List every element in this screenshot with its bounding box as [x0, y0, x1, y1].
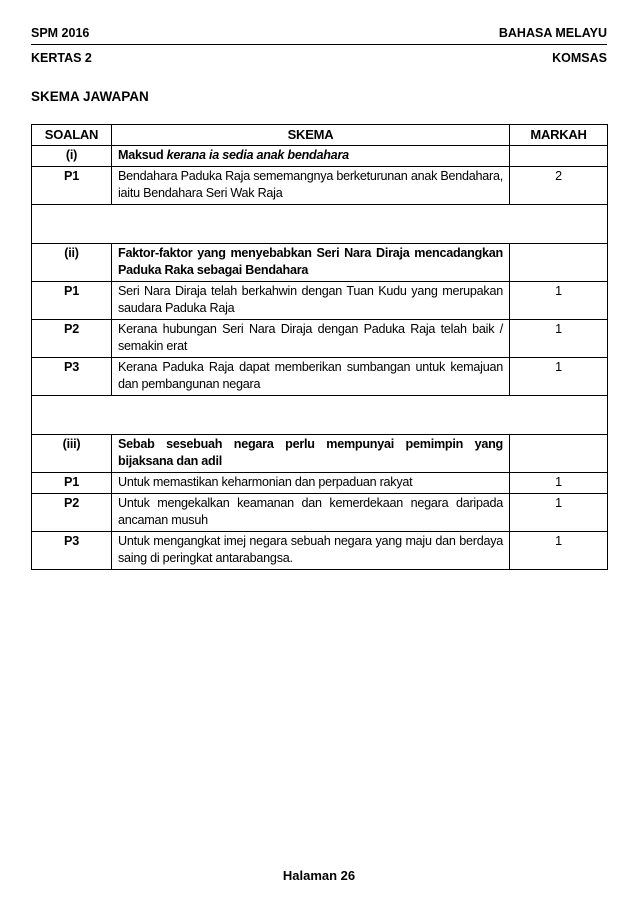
point-label: P2 — [32, 494, 112, 532]
question-label: (i) — [32, 146, 112, 167]
point-mark: 1 — [510, 282, 608, 320]
table-row — [32, 494, 608, 532]
table-row — [32, 532, 608, 570]
point-mark: 1 — [510, 532, 608, 570]
table-header-row — [32, 125, 608, 146]
point-text: Untuk mengangkat imej negara sebuah negara yang maju dan berdaya saing di peringkat antarabangsa. — [112, 532, 510, 570]
question-row — [32, 435, 608, 473]
question-label: (iii) — [32, 435, 112, 473]
question-heading: Faktor-faktor yang menyebabkan Seri Nara Diraja mencadangkan Paduka Raka sebagai Bendahara — [112, 244, 510, 282]
paper-number: KERTAS 2 — [31, 51, 92, 65]
point-mark: 1 — [510, 320, 608, 358]
question-heading-plain: Maksud — [118, 148, 167, 162]
section-name: KOMSAS — [552, 51, 607, 65]
header-divider — [31, 44, 607, 45]
point-text: Untuk mengekalkan keamanan dan kemerdekaan negara daripada ancaman musuh — [112, 494, 510, 532]
table-row — [32, 167, 608, 205]
exam-year: SPM 2016 — [31, 26, 90, 40]
header-bottom-row — [31, 51, 607, 65]
point-text: Untuk memastikan keharmonian dan perpaduan rakyat — [112, 473, 510, 494]
point-text: Kerana hubungan Seri Nara Diraja dengan Paduka Raja telah baik / semakin erat — [112, 320, 510, 358]
page-number: Halaman 26 — [282, 868, 356, 883]
point-label: P1 — [32, 167, 112, 205]
spacer-cell — [32, 205, 608, 244]
table-row — [32, 320, 608, 358]
point-label: P3 — [32, 532, 112, 570]
header-top-row — [31, 26, 607, 40]
answer-scheme-table — [31, 124, 608, 570]
question-heading-italic: kerana ia sedia anak bendahara — [166, 148, 349, 162]
table-row — [32, 282, 608, 320]
spacer-row — [32, 205, 608, 244]
column-header-soalan: SOALAN — [32, 125, 112, 146]
table-row — [32, 358, 608, 396]
point-mark: 1 — [510, 473, 608, 494]
question-heading — [112, 146, 510, 167]
spacer-cell — [32, 396, 608, 435]
spacer-row — [32, 396, 608, 435]
point-mark: 2 — [510, 167, 608, 205]
column-header-markah: MARKAH — [510, 125, 608, 146]
point-label: P2 — [32, 320, 112, 358]
point-label: P3 — [32, 358, 112, 396]
point-text: Seri Nara Diraja telah berkahwin dengan Tuan Kudu yang merupakan saudara Paduka Raja — [112, 282, 510, 320]
point-text: Kerana Paduka Raja dapat memberikan sumbangan untuk kemajuan dan pembangunan negara — [112, 358, 510, 396]
point-mark: 1 — [510, 358, 608, 396]
question-heading: Sebab sesebuah negara perlu mempunyai pemimpin yang bijaksana dan adil — [112, 435, 510, 473]
page-title: SKEMA JAWAPAN — [31, 89, 149, 104]
question-label: (ii) — [32, 244, 112, 282]
question-mark-cell — [510, 435, 608, 473]
point-label: P1 — [32, 473, 112, 494]
question-mark-cell — [510, 146, 608, 167]
subject-name: BAHASA MELAYU — [498, 26, 607, 40]
point-text: Bendahara Paduka Raja sememangnya berketurunan anak Bendahara, iaitu Bendahara Seri Wak Raja — [112, 167, 510, 205]
question-row — [32, 244, 608, 282]
question-mark-cell — [510, 244, 608, 282]
point-label: P1 — [32, 282, 112, 320]
question-row — [32, 146, 608, 167]
point-mark: 1 — [510, 494, 608, 532]
table-row — [32, 473, 608, 494]
column-header-skema: SKEMA — [112, 125, 510, 146]
